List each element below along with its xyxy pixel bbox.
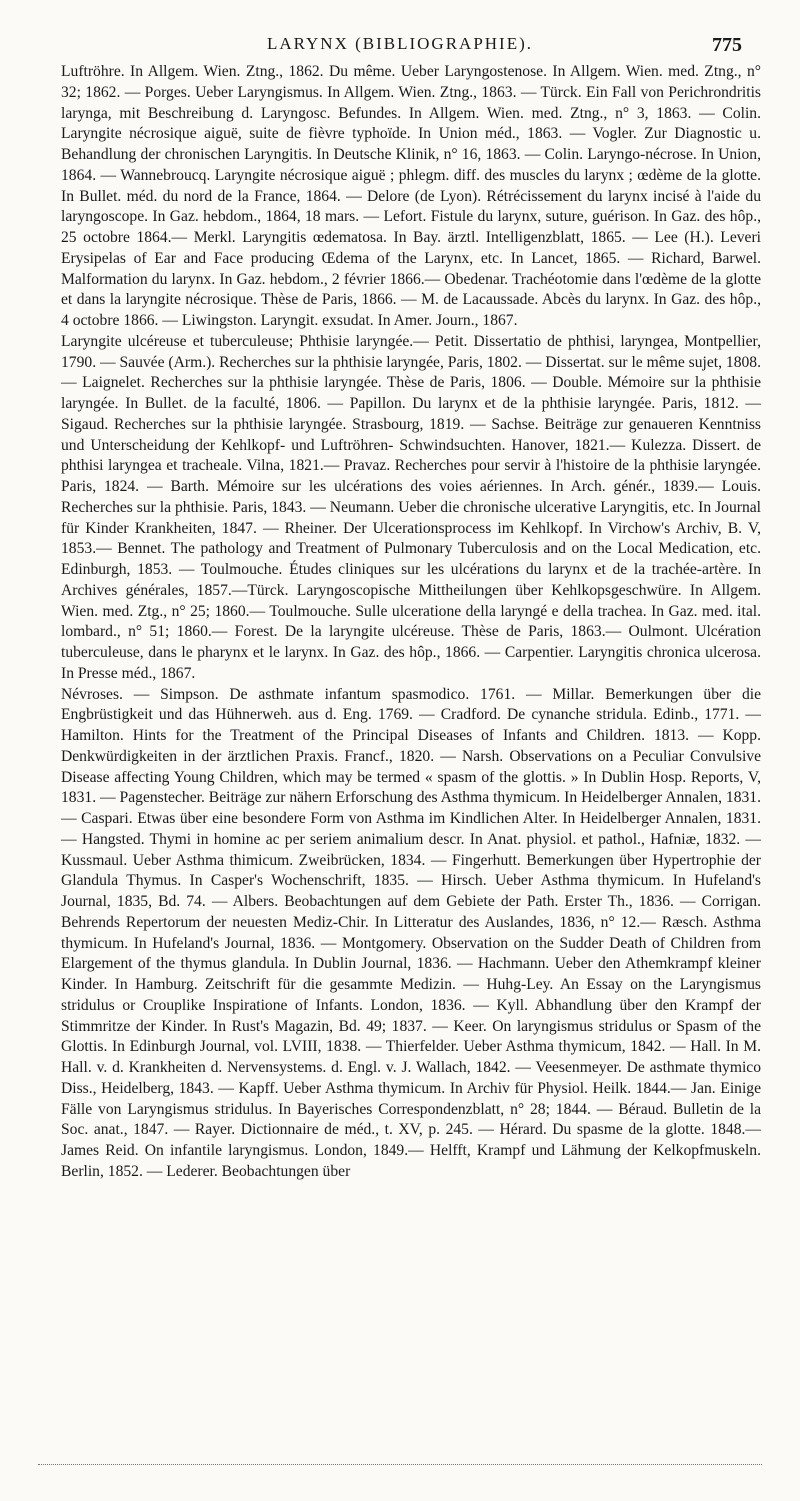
paragraph-nevroses: Névroses. — Simpson. De asthmate infantum spasmodico. 1761. — Millar. Bemerkungen über die Engbrüstigkeit und das Hühnerweh. aus d. Eng. 1769. — Cradford. De cynanche stridula. Edinb., 1771. —Hamilton. Hints for the Treatment of the Principal Diseases of Infants and Children. 1813. — Kopp. Denkwürdigkeiten in der ärztlichen Praxis. Francf., 1820. — Narsh. Observations on a Peculiar Convulsive Disease affecting Young Children, which may be termed « spasm of the glottis. » In Dublin Hosp. Reports, V, 1831. — Pagenstecher. Beiträge zur nähern Erforschung des Asthma thymicum. In Heidelberger Annalen, 1831. — Caspari. Etwas über eine besondere Form von Asthma im Kindlichen Alter. In Heidelberger Annalen, 1831.— Hangsted. Thymi in homine ac per seriem animalium descr. In Anat. physiol. et pathol., Hafniæ, 1832. — Kussmaul. Ueber Asthma thimicum. Zweibrücken, 1834. — Fingerhutt. Bemerkungen über Hypertrophie der Glandula Thymus. In Casper's Wochenschrift, 1835. — Hirsch. Ueber Asthma thymicum. In Hufeland's Journal, 1835, Bd. 74. — Albers. Beobachtungen auf dem Gebiete der Path. Erster Th., 1836. — Corrigan. Behrends Repertorum der neuesten Mediz-Chir. In Litteratur des Auslandes, 1836, n° 12.— Ræsch. Asthma thymicum. In Hufeland's Journal, 1836. — Montgomery. Observation on the Sudder Death of Children from Elargement of the thymus glandula. In Dublin Journal, 1836. — Hachmann. Ueber den Athemkrampf kleiner Kinder. In Hamburg. Zeitschrift für die gesammte Medizin. — Huhg-Ley. An Essay on the Laryngismus stridulus or Crouplike Inspiratione of Infants. London, 1836. — Kyll. Abhandlung über den Krampf der Stimmritze der Kinder. In Rust's Magazin, Bd. 49; 1837. — Keer. On laryngismus stridulus or Spasm of the Glottis. In Edinburgh Journal, vol. LVIII, 1838. — Thierfelder. Ueber Asthma thymicum, 1842. — Hall. In M. Hall. v. d. Krankheiten d. Nervensystems. d. Engl. v. J. Wallach, 1842. — Veesenmeyer. De asthmate thymico Diss., Heidelberg, 1843. — Kapff. Ueber Asthma thymicum. In Archiv für Physiol. Heilk. 1844.— Jan. Einige Fälle von Laryngismus stridulus. In Bayerisches Correspondenzblatt, n° 28; 1844. — Béraud. Bulletin de la Soc. anat., 1847. — Rayer. Dictionnaire de méd., t. XV, p. 245. — Hérard. Du spasme de la glotte. 1848.— James Reid. On infantile laryngismus. London, 1849.— Helfft, Krampf und Lähmung der Kelkopfmuskeln. Berlin, 1852. — Lederer. Beobachtungen über — [61, 685, 761, 1180]
running-head — [0, 34, 800, 58]
bibliography-text — [61, 62, 761, 1183]
running-title: LARYNX (BIBLIOGRAPHIE). — [266, 34, 534, 53]
footer-dotted-rule — [38, 1464, 762, 1465]
paragraph-acute-laryngitis: Luftröhre. In Allgem. Wien. Ztng., 1862. Du même. Ueber Laryngostenose. In Allgem. Wien. med. Ztng., n° 32; 1862. — Porges. Ueber Laryngismus. In Allgem. Wien. Ztng., 1863. — Türck. Ein Fall von Perichrondritis larynga, mit Beschreibung d. Laryngosc. Befundes. In Allgem. Wien. med. Ztng., n° 3, 1863. — Colin. Laryngite nécrosique aiguë, suite de fièvre typhoïde. In Union méd., 1863. — Vogler. Zur Diagnostic u. Behandlung der chronischen Laryngitis. In Deutsche Klinik, n° 16, 1863. — Colin. Laryngo-nécrose. In Union, 1864. — Wannebroucq. Laryngite nécrosique aiguë ; phlegm. diff. des muscles du larynx ; œdème de la glotte. In Bullet. méd. du nord de la France, 1864. — Delore (de Lyon). Rétrécissement du larynx incisé à l'aide du laryngoscope. In Gaz. hebdom., 1864, 18 mars. — Lefort. Fistule du larynx, suture, guérison. In Gaz. des hôp., 25 octobre 1864.— Merkl. Laryngitis œdematosa. In Bay. ärztl. Intelligenzblatt, 1865. — Lee (H.). Leveri Erysipelas of Ear and Face producing Œdema of the Larynx, etc. In Lancet, 1865. — Richard, Barwel. Malformation du larynx. In Gaz. hebdom., 2 février 1866.— Obedenar. Trachéotomie dans l'œdème de la glotte et dans la laryngite nécrosique. Thèse de Paris, 1866. — M. de Lacaussade. Abcès du larynx. In Gaz. des hôp., 4 octobre 1866. — Liwingston. Laryngit. exsudat. In Amer. Journ., 1867. — [61, 63, 761, 329]
paragraph-ulcerative-laryngitis: Laryngite ulcéreuse et tuberculeuse; Phthisie laryngée.— Petit. Dissertatio de phthisi, laryngea, Montpellier, 1790. — Sauvée (Arm.). Recherches sur la phthisie laryngée, Paris, 1802. — Dissertat. sur le même sujet, 1808. — Laignelet. Recherches sur la phthisie laryngée. Thèse de Paris, 1806. — Double. Mémoire sur la phthisie laryngée. In Bullet. de la faculté, 1806. — Papillon. Du larynx et de la phthisie laryngée. Paris, 1812. — Sigaud. Recherches sur la phthisie laryngée. Strasbourg, 1819. — Sachse. Beiträge zur genaueren Kenntniss und Unterscheidung der Kehlkopf- und Luftröhren- Schwindsuchten. Hanover, 1821.— Kulezza. Dissert. de phthisi laryngea et tracheale. Vilna, 1821.— Pravaz. Recherches pour servir à l'histoire de la phthisie laryngée. Paris, 1824. — Barth. Mémoire sur les ulcérations des voies aériennes. In Arch. génér., 1839.— Louis. Recherches sur la phthisie. Paris, 1843. — Neumann. Ueber die chronische ulcerative Laryngitis, etc. In Journal für Kinder Krankheiten, 1847. — Rheiner. Der Ulcerationsprocess im Kehlkopf. In Virchow's Archiv, B. V, 1853.— Bennet. The pathology and Treatment of Pulmonary Tuberculosis and on the Local Medication, etc. Edinburgh, 1853. — Toulmouche. Études cliniques sur les ulcérations du larynx et de la trachée-artère. In Archives générales, 1857.—Türck. Laryngoscopische Mittheilungen über Kehlkopsgeschwüre. In Allgem. Wien. med. Ztg., n° 25; 1860.— Toulmouche. Sulle ulceratione della laryngé e della trachea. In Gaz. med. ital. lombard., n° 51; 1860.— Forest. De la laryngite ulcéreuse. Thèse de Paris, 1863.— Oulmont. Ulcération tuberculeuse, dans le pharynx et le larynx. In Gaz. des hôp., 1866. — Carpentier. Laryngitis chronica ulcerosa. In Presse méd., 1867. — [61, 332, 761, 682]
page-number: 775 — [712, 34, 742, 56]
